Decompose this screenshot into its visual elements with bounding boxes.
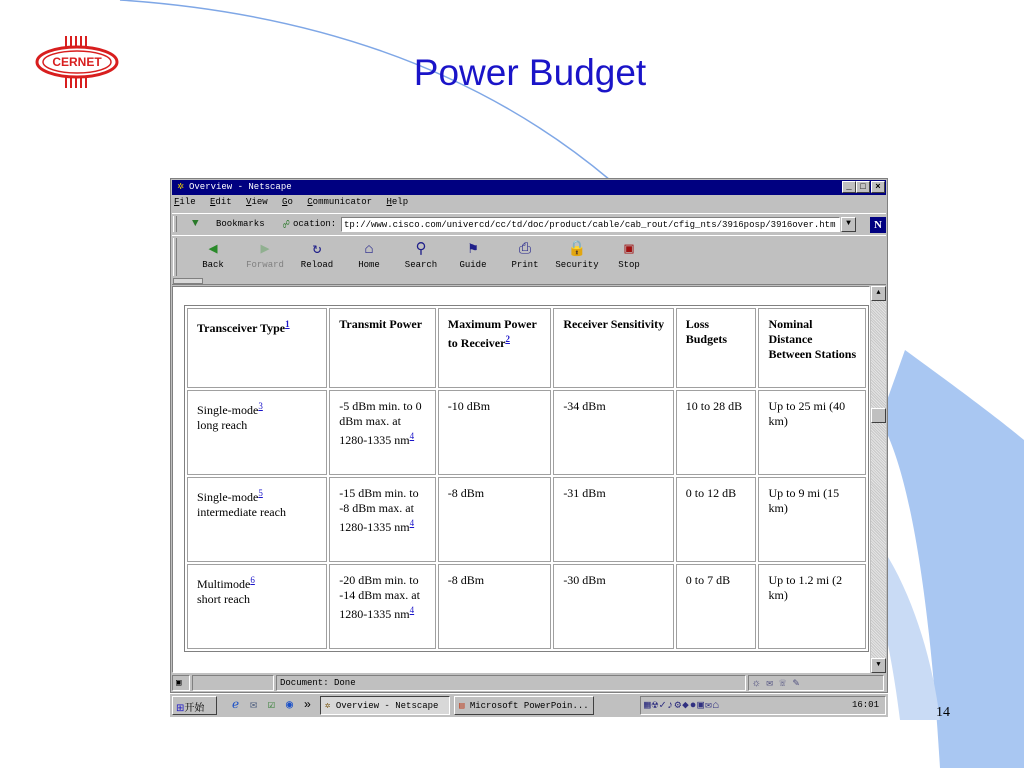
vertical-scrollbar[interactable] bbox=[871, 286, 886, 673]
table-row bbox=[187, 477, 866, 562]
back-arrow-icon: ◀ bbox=[208, 241, 218, 258]
table-header-row bbox=[187, 308, 866, 388]
windows-flag-icon: ⊞ bbox=[176, 703, 185, 714]
cell-loss-budget: 10 to 28 dB bbox=[676, 390, 757, 475]
component-bar-icons[interactable]: ☼ ✉ ☏ ✎ bbox=[748, 675, 884, 691]
footnote-link[interactable]: 1 bbox=[285, 319, 290, 329]
page-content bbox=[172, 286, 870, 673]
tray-icons[interactable]: ▦☢✓♪⚙◆●▣✉⌂ bbox=[644, 700, 721, 712]
scroll-up-button[interactable]: ▲ bbox=[871, 286, 886, 301]
footnote-link[interactable]: 4 bbox=[409, 605, 415, 615]
netscape-window bbox=[170, 178, 888, 693]
status-text: Document: Done bbox=[276, 675, 746, 691]
menu-communicator[interactable]: Communicator bbox=[307, 197, 373, 207]
cell-max-power: -8 dBm bbox=[438, 477, 552, 562]
cell-receiver-sensitivity: -30 dBm bbox=[553, 564, 673, 649]
system-tray bbox=[640, 696, 886, 715]
minimize-button[interactable]: _ bbox=[842, 181, 856, 193]
more-quicklaunch-icon[interactable]: » bbox=[303, 698, 312, 712]
home-button[interactable]: ⌂ Home bbox=[344, 240, 394, 276]
power-budget-table bbox=[184, 305, 869, 652]
toolbar-grip[interactable] bbox=[173, 216, 177, 232]
menu-go[interactable]: Go bbox=[282, 197, 293, 207]
footnote-link[interactable]: 2 bbox=[505, 334, 510, 344]
window-titlebar[interactable] bbox=[172, 180, 886, 195]
bookmarks-button[interactable]: Bookmarks bbox=[216, 219, 265, 229]
url-input[interactable]: tp://www.cisco.com/univercd/cc/td/doc/product/cable/cab_rout/cfig_nts/3916posp/3916over.htm bbox=[341, 217, 840, 232]
home-icon: ⌂ bbox=[364, 241, 374, 258]
netscape-logo[interactable]: N bbox=[870, 217, 886, 233]
progress-box bbox=[192, 675, 274, 691]
bookmarks-icon[interactable]: ▼ bbox=[192, 218, 199, 230]
windows-taskbar bbox=[170, 693, 888, 717]
footnote-link[interactable]: 3 bbox=[258, 401, 263, 411]
table-row bbox=[187, 390, 866, 475]
forward-button[interactable]: ▶ Forward bbox=[240, 240, 290, 276]
forward-arrow-icon: ▶ bbox=[260, 241, 270, 258]
taskbar-netscape[interactable]: ✲ Overview - Netscape bbox=[320, 696, 450, 715]
collapsed-toolbar-tab[interactable] bbox=[172, 278, 886, 285]
print-icon: ⎙ bbox=[518, 241, 531, 258]
cell-loss-budget: 0 to 12 dB bbox=[676, 477, 757, 562]
print-button[interactable]: ⎙ Print bbox=[500, 240, 550, 276]
toolbar-grip[interactable] bbox=[173, 238, 177, 276]
clock: 16:01 bbox=[851, 700, 879, 710]
menu-bar bbox=[174, 197, 417, 211]
netscape-app-icon: ✲ bbox=[177, 181, 184, 193]
back-button[interactable]: ◀ Back bbox=[188, 240, 238, 276]
security-lock-icon: 🔒 bbox=[567, 241, 587, 258]
outlook-quicklaunch-icon[interactable]: ✉ bbox=[249, 698, 258, 712]
location-label: ocation: bbox=[293, 219, 337, 229]
table-row bbox=[187, 564, 866, 649]
status-bar bbox=[172, 674, 886, 692]
slide-number: 14 bbox=[936, 705, 950, 720]
slide-title: Power Budget bbox=[413, 52, 647, 93]
cell-transmit-power: -20 dBm min. to -14 dBm max. at 1280-1335 $nm^4$ bbox=[329, 564, 436, 649]
location-toolbar bbox=[172, 213, 886, 233]
header-transmit-power: Transmit Power bbox=[329, 308, 436, 388]
menu-help[interactable]: Help bbox=[386, 197, 409, 207]
stop-button[interactable]: ▣ Stop bbox=[604, 240, 654, 276]
window-title: Overview - Netscape bbox=[189, 182, 292, 192]
reload-button[interactable]: ↻ Reload bbox=[292, 240, 342, 276]
cell-transceiver-type: Single-mode$^3$ long reach bbox=[187, 390, 327, 475]
cell-nominal-distance: Up to 9 mi (15 km) bbox=[758, 477, 866, 562]
cell-transceiver-type: Multimode$^6$ short reach bbox=[187, 564, 327, 649]
netscape-task-icon: ✲ bbox=[325, 701, 331, 711]
cell-transmit-power: -5 dBm min. to 0 dBm max. at 1280-1335 $nm^4$ bbox=[329, 390, 436, 475]
maximize-button[interactable]: □ bbox=[856, 181, 870, 193]
scroll-thumb[interactable] bbox=[871, 408, 886, 423]
footnote-link[interactable]: 6 bbox=[250, 575, 255, 585]
cell-loss-budget: 0 to 7 dB bbox=[676, 564, 757, 649]
header-transceiver-type: Transceiver Type$^1$ bbox=[187, 308, 327, 388]
cell-receiver-sensitivity: -34 dBm bbox=[553, 390, 673, 475]
channel-quicklaunch-icon[interactable]: ◉ bbox=[285, 698, 294, 712]
menu-edit[interactable]: Edit bbox=[210, 197, 232, 207]
powerpoint-task-icon: ▤ bbox=[459, 701, 465, 711]
cell-max-power: -10 dBm bbox=[438, 390, 552, 475]
cernet-logo bbox=[34, 34, 120, 90]
navigation-toolbar bbox=[172, 235, 886, 277]
footnote-link[interactable]: 4 bbox=[409, 431, 415, 441]
security-status-icon[interactable]: ▣ bbox=[172, 675, 190, 691]
guide-button[interactable]: ⚑ Guide bbox=[448, 240, 498, 276]
cell-nominal-distance: Up to 25 mi (40 km) bbox=[758, 390, 866, 475]
footnote-link[interactable]: 4 bbox=[409, 518, 415, 528]
stop-icon: ▣ bbox=[624, 241, 634, 258]
start-button[interactable]: ⊞开始 bbox=[172, 696, 217, 715]
guide-icon: ⚑ bbox=[468, 241, 478, 258]
header-nominal-distance: Nominal Distance Between Stations bbox=[758, 308, 866, 388]
location-page-icon[interactable]: ☍ bbox=[283, 220, 290, 232]
close-button[interactable]: × bbox=[871, 181, 885, 193]
cell-max-power: -8 dBm bbox=[438, 564, 552, 649]
cell-receiver-sensitivity: -31 dBm bbox=[553, 477, 673, 562]
header-loss-budgets: Loss Budgets bbox=[676, 308, 757, 388]
footnote-link[interactable]: 5 bbox=[258, 488, 263, 498]
cell-nominal-distance: Up to 1.2 mi (2 km) bbox=[758, 564, 866, 649]
taskbar-powerpoint[interactable]: ▤ Microsoft PowerPoin... bbox=[454, 696, 594, 715]
desktop-quicklaunch-icon[interactable]: ☑ bbox=[267, 698, 276, 712]
cell-transmit-power: -15 dBm min. to -8 dBm max. at 1280-1335 $nm^4$ bbox=[329, 477, 436, 562]
ie-quicklaunch-icon[interactable]: ℯ bbox=[231, 698, 240, 712]
header-max-power: Maximum Power to Receiver$^2$ bbox=[438, 308, 552, 388]
url-dropdown-button[interactable]: ▼ bbox=[841, 217, 856, 232]
menu-view[interactable]: View bbox=[246, 197, 268, 207]
menu-file[interactable]: File bbox=[174, 197, 196, 207]
search-button[interactable]: ⚲ Search bbox=[396, 240, 446, 276]
logo-text: CERNET bbox=[52, 55, 102, 69]
header-receiver-sensitivity: Receiver Sensitivity bbox=[553, 308, 673, 388]
search-icon: ⚲ bbox=[415, 241, 427, 258]
cell-transceiver-type: Single-mode$^5$ intermediate reach bbox=[187, 477, 327, 562]
scroll-down-button[interactable]: ▼ bbox=[871, 658, 886, 673]
security-button[interactable]: 🔒 Security bbox=[552, 240, 602, 276]
reload-icon: ↻ bbox=[312, 241, 322, 258]
